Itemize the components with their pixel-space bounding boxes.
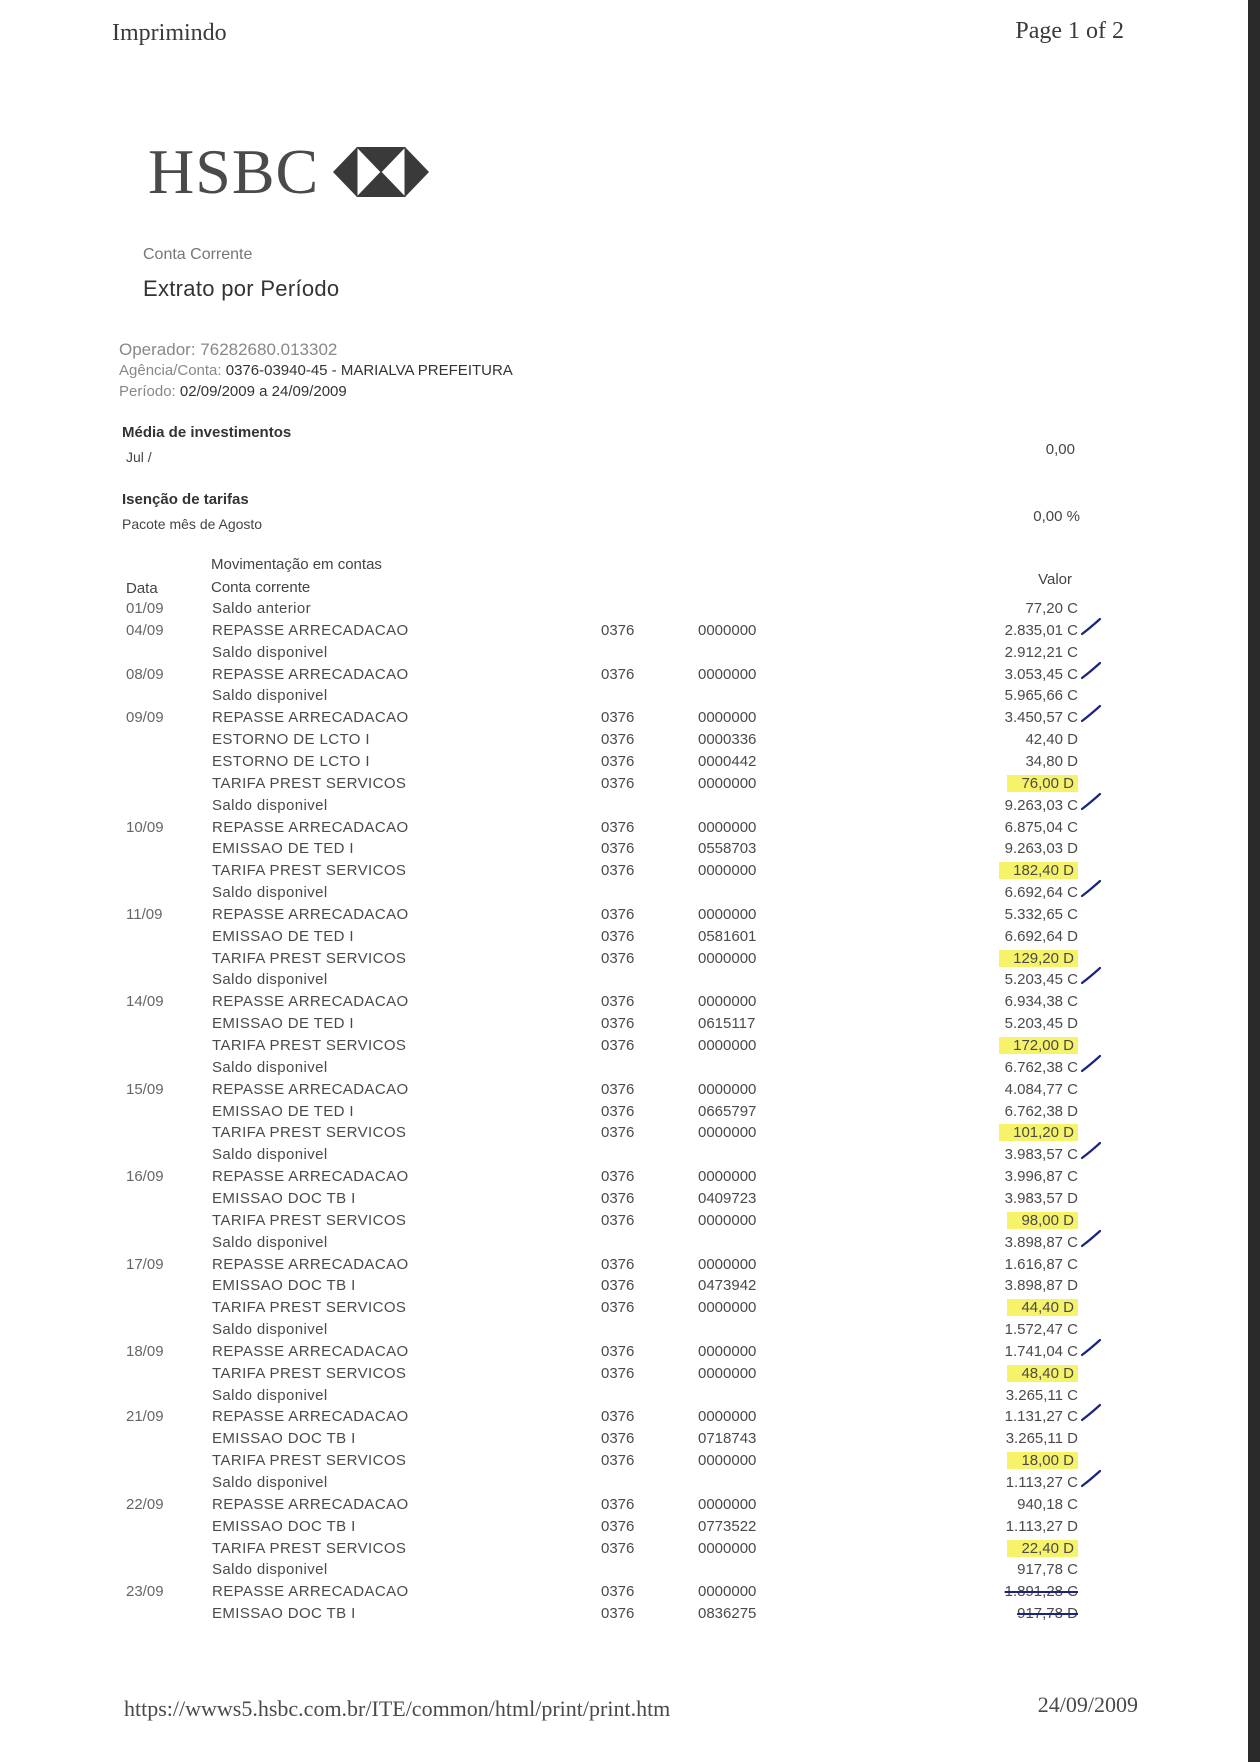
row-agency: 0376 — [601, 752, 635, 770]
checking-account-heading: Conta corrente — [211, 579, 311, 596]
table-row — [0, 1496, 1248, 1518]
row-document: 0000336 — [698, 731, 757, 749]
row-value: 5.965,66 C — [1004, 687, 1078, 705]
row-document: 0558703 — [698, 840, 757, 858]
logo-text: HSBC — [148, 136, 320, 207]
row-value: 77,20 C — [1025, 600, 1078, 617]
row-agency: 0376 — [601, 1605, 635, 1623]
row-agency: 0376 — [601, 731, 635, 749]
row-description: Saldo disponivel — [212, 1474, 328, 1491]
row-value: 5.332,65 C — [1004, 905, 1078, 923]
row-document: 0409723 — [698, 1189, 757, 1207]
table-row — [0, 1452, 1248, 1474]
row-document: 0000000 — [698, 818, 757, 836]
row-value: 6.692,64 D — [1004, 927, 1078, 945]
table-row — [0, 906, 1248, 928]
print-date: 24/09/2009 — [1037, 1692, 1138, 1717]
row-agency: 0376 — [601, 1124, 635, 1142]
row-date: 23/09 — [126, 1583, 164, 1601]
row-description: EMISSAO DOC TB I — [212, 1517, 356, 1535]
checkmark-tick-icon — [1080, 1140, 1102, 1162]
table-row — [0, 1103, 1248, 1125]
table-row — [0, 993, 1248, 1015]
row-date: 11/09 — [126, 905, 163, 923]
row-document: 0000000 — [698, 1364, 757, 1382]
investments-value: 0,00 — [1045, 441, 1075, 458]
table-row — [0, 600, 1248, 622]
row-value: 172,00 D — [999, 1037, 1078, 1054]
row-description: TARIFA PREST SERVICOS — [212, 1037, 407, 1054]
row-value: 6.875,04 C — [1004, 818, 1078, 836]
row-description: Saldo disponivel — [212, 1146, 328, 1164]
row-description: Saldo anterior — [212, 600, 311, 617]
row-document: 0000000 — [698, 993, 757, 1011]
row-document: 0581601 — [698, 927, 757, 945]
row-value: 6.692,64 C — [1004, 884, 1078, 902]
row-description: EMISSAO DE TED I — [212, 1102, 354, 1120]
row-agency: 0376 — [601, 774, 635, 792]
row-value: 3.450,57 C — [1004, 709, 1078, 727]
row-document: 0836275 — [698, 1605, 757, 1623]
row-agency: 0376 — [601, 1408, 635, 1426]
row-date: 22/09 — [126, 1495, 164, 1513]
row-date: 14/09 — [126, 993, 164, 1011]
row-description: Saldo disponivel — [212, 643, 328, 661]
operator-value: 76282680.013302 — [200, 340, 338, 359]
statement-title: Extrato por Período — [143, 276, 340, 301]
column-value-header: Valor — [1038, 571, 1072, 588]
row-agency: 0376 — [601, 1517, 635, 1535]
operator-label: Operador: — [119, 340, 196, 359]
row-description: Saldo disponivel — [212, 971, 328, 989]
row-date: 04/09 — [126, 621, 164, 639]
row-description: EMISSAO DE TED I — [212, 840, 354, 858]
row-value: 18,00 D — [1007, 1452, 1078, 1469]
row-description: REPASSE ARRECADACAO — [212, 1583, 409, 1601]
row-value: 6.762,38 C — [1004, 1058, 1078, 1076]
checkmark-tick-icon — [1080, 1228, 1102, 1250]
row-document: 0000000 — [698, 1452, 757, 1470]
table-row — [0, 1256, 1248, 1278]
period-label: Período: — [119, 383, 176, 400]
operator-line — [119, 340, 337, 360]
row-document: 0000000 — [698, 1583, 757, 1601]
row-date: 15/09 — [126, 1080, 164, 1098]
table-row — [0, 1430, 1248, 1452]
row-agency: 0376 — [601, 862, 635, 880]
row-agency: 0376 — [601, 993, 635, 1011]
fee-exemption-title: Isenção de tarifas — [122, 491, 249, 508]
table-row — [0, 1321, 1248, 1343]
row-date: 17/09 — [126, 1255, 164, 1273]
row-document: 0665797 — [698, 1102, 757, 1120]
row-agency: 0376 — [601, 1342, 635, 1360]
table-row — [0, 1059, 1248, 1081]
checkmark-tick-icon — [1080, 1402, 1102, 1424]
table-row — [0, 840, 1248, 862]
checkmark-tick-icon — [1080, 878, 1102, 900]
row-value: 940,18 C — [1017, 1495, 1078, 1513]
column-date-header: Data — [126, 580, 158, 597]
row-value: 3.983,57 D — [1004, 1189, 1078, 1207]
row-document: 0000000 — [698, 1495, 757, 1513]
investments-month: Jul / — [126, 449, 152, 465]
row-agency: 0376 — [601, 840, 635, 858]
row-document: 0000000 — [698, 1168, 757, 1186]
hsbc-logo — [148, 136, 429, 207]
row-value: 34,80 D — [1025, 752, 1078, 770]
table-row — [0, 1234, 1248, 1256]
row-agency: 0376 — [601, 1189, 635, 1207]
row-description: TARIFA PREST SERVICOS — [212, 1211, 407, 1229]
table-row — [0, 709, 1248, 731]
table-row — [0, 731, 1248, 753]
table-row — [0, 1365, 1248, 1387]
row-value: 1.616,87 C — [1004, 1255, 1078, 1273]
row-description: EMISSAO DOC TB I — [212, 1605, 356, 1623]
table-row — [0, 1015, 1248, 1037]
row-value: 5.203,45 D — [1004, 1015, 1078, 1033]
row-date: 09/09 — [126, 709, 164, 727]
row-value: 2.835,01 C — [1004, 621, 1078, 639]
row-agency: 0376 — [601, 1452, 635, 1470]
row-description: ESTORNO DE LCTO I — [212, 731, 370, 749]
row-value: 3.053,45 C — [1004, 665, 1078, 683]
table-row — [0, 1146, 1248, 1168]
table-row — [0, 862, 1248, 884]
row-date: 01/09 — [126, 600, 164, 617]
checkmark-tick-icon — [1080, 791, 1102, 813]
row-document: 0000000 — [698, 774, 757, 792]
row-value: 917,78 C — [1017, 1561, 1078, 1579]
row-description: EMISSAO DE TED I — [212, 927, 354, 945]
row-value: 101,20 D — [999, 1124, 1078, 1141]
table-row — [0, 644, 1248, 666]
row-value: 6.934,38 C — [1004, 993, 1078, 1011]
table-row — [0, 1277, 1248, 1299]
row-agency: 0376 — [601, 621, 635, 639]
checkmark-tick-icon — [1080, 616, 1102, 638]
row-agency: 0376 — [601, 709, 635, 727]
row-agency: 0376 — [601, 1299, 635, 1317]
row-agency: 0376 — [601, 1430, 635, 1448]
row-description: REPASSE ARRECADACAO — [212, 1408, 409, 1426]
row-description: TARIFA PREST SERVICOS — [212, 862, 407, 880]
fee-exemption-sub: Pacote mês de Agosto — [122, 516, 263, 532]
row-value: 1.891,28 C — [1004, 1583, 1078, 1601]
table-row — [0, 1212, 1248, 1234]
row-value: 9.263,03 C — [1004, 796, 1078, 814]
row-value: 1.113,27 C — [1005, 1474, 1078, 1491]
row-description: REPASSE ARRECADACAO — [212, 993, 409, 1011]
row-value: 6.762,38 D — [1004, 1102, 1078, 1120]
row-value: 1.572,47 C — [1004, 1321, 1078, 1339]
table-row — [0, 1168, 1248, 1190]
period-value: 02/09/2009 a 24/09/2009 — [179, 383, 347, 400]
row-value: 917,78 D — [1017, 1605, 1078, 1623]
account-type: Conta Corrente — [143, 246, 253, 263]
row-agency: 0376 — [601, 1583, 635, 1601]
table-row — [0, 797, 1248, 819]
row-date: 08/09 — [126, 665, 164, 683]
table-row — [0, 1518, 1248, 1540]
row-document: 0000000 — [698, 1342, 757, 1360]
table-row — [0, 1474, 1248, 1496]
row-value: 76,00 D — [1007, 775, 1078, 792]
table-row — [0, 1561, 1248, 1583]
row-agency: 0376 — [601, 1495, 635, 1513]
row-value: 3.898,87 C — [1004, 1233, 1078, 1251]
row-description: REPASSE ARRECADACAO — [212, 1255, 409, 1273]
checkmark-tick-icon — [1080, 965, 1102, 987]
checkmark-tick-icon — [1080, 1468, 1102, 1490]
row-description: TARIFA PREST SERVICOS — [212, 1452, 407, 1470]
fee-exemption-value: 0,00 % — [1033, 508, 1080, 525]
checkmark-tick-icon — [1080, 703, 1102, 725]
row-document: 0000000 — [698, 1408, 757, 1426]
row-description: EMISSAO DOC TB I — [212, 1430, 356, 1448]
row-document: 0000000 — [698, 949, 757, 967]
row-description: Saldo disponivel — [212, 796, 328, 814]
row-description: REPASSE ARRECADACAO — [212, 621, 409, 639]
investments-title: Média de investimentos — [122, 424, 292, 441]
row-value: 5.203,45 C — [1004, 971, 1078, 989]
row-date: 10/09 — [126, 818, 164, 836]
row-agency: 0376 — [601, 905, 635, 923]
row-document: 0000000 — [698, 862, 757, 880]
row-agency: 0376 — [601, 1037, 635, 1054]
row-description: TARIFA PREST SERVICOS — [212, 774, 407, 792]
row-date: 18/09 — [126, 1342, 164, 1360]
checkmark-tick-icon — [1080, 660, 1102, 682]
row-document: 0000000 — [698, 905, 757, 923]
table-row — [0, 687, 1248, 709]
table-row — [0, 884, 1248, 906]
checkmark-tick-icon — [1080, 1337, 1102, 1359]
row-agency: 0376 — [601, 1080, 635, 1098]
row-description: Saldo disponivel — [212, 884, 328, 902]
row-description: REPASSE ARRECADACAO — [212, 1168, 409, 1186]
row-value: 3.265,11 D — [1005, 1430, 1078, 1448]
row-document: 0473942 — [698, 1277, 757, 1295]
row-description: REPASSE ARRECADACAO — [212, 1342, 409, 1360]
movements-heading: Movimentação em contas — [211, 556, 382, 573]
row-document: 0000000 — [698, 1539, 757, 1557]
row-document: 0000000 — [698, 1124, 757, 1142]
row-document: 0000000 — [698, 1299, 757, 1317]
row-agency: 0376 — [601, 1168, 635, 1186]
table-row — [0, 1190, 1248, 1212]
table-row — [0, 1081, 1248, 1103]
row-agency: 0376 — [601, 927, 635, 945]
row-description: REPASSE ARRECADACAO — [212, 665, 409, 683]
table-row — [0, 819, 1248, 841]
row-value: 3.983,57 C — [1004, 1146, 1078, 1164]
table-row — [0, 775, 1248, 797]
row-value: 98,00 D — [1007, 1212, 1078, 1229]
account-value: 0376-03940-45 - MARIALVA PREFEITURA — [225, 362, 513, 379]
row-value: 44,40 D — [1007, 1299, 1078, 1316]
row-description: Saldo disponivel — [212, 1233, 328, 1251]
row-document: 0000000 — [698, 1255, 757, 1273]
row-document: 0000442 — [698, 752, 757, 770]
row-document: 0615117 — [698, 1015, 756, 1033]
row-description: REPASSE ARRECADACAO — [212, 1080, 409, 1098]
row-description: Saldo disponivel — [212, 1321, 328, 1339]
row-description: EMISSAO DE TED I — [212, 1015, 354, 1033]
table-row — [0, 1343, 1248, 1365]
row-description: EMISSAO DOC TB I — [212, 1189, 356, 1207]
period-line — [119, 383, 347, 400]
table-row — [0, 928, 1248, 950]
table-row — [0, 1605, 1248, 1627]
row-description: EMISSAO DOC TB I — [212, 1277, 356, 1295]
row-value: 48,40 D — [1007, 1365, 1078, 1382]
row-value: 1.741,04 C — [1004, 1342, 1078, 1360]
row-description: Saldo disponivel — [212, 1386, 328, 1404]
table-row — [0, 666, 1248, 688]
row-description: ESTORNO DE LCTO I — [212, 752, 370, 770]
row-document: 0000000 — [698, 621, 757, 639]
row-description: TARIFA PREST SERVICOS — [212, 1364, 407, 1382]
table-row — [0, 1583, 1248, 1605]
row-value: 3.898,87 D — [1004, 1277, 1078, 1295]
print-header-left: Imprimindo — [112, 20, 227, 46]
row-description: REPASSE ARRECADACAO — [212, 818, 409, 836]
row-date: 21/09 — [126, 1408, 164, 1426]
row-description: TARIFA PREST SERVICOS — [212, 1299, 407, 1317]
row-document: 0773522 — [698, 1517, 757, 1535]
row-agency: 0376 — [601, 1539, 635, 1557]
table-row — [0, 1387, 1248, 1409]
account-label: Agência/Conta: — [119, 362, 222, 379]
row-agency: 0376 — [601, 665, 635, 683]
row-agency: 0376 — [601, 1102, 635, 1120]
row-document: 0000000 — [698, 1211, 757, 1229]
row-document: 0000000 — [698, 1037, 757, 1054]
table-row — [0, 950, 1248, 972]
row-document: 0718743 — [698, 1430, 757, 1448]
checkmark-tick-icon — [1080, 1053, 1102, 1075]
row-value: 3.996,87 C — [1004, 1168, 1078, 1186]
row-description: Saldo disponivel — [212, 687, 328, 705]
row-description: TARIFA PREST SERVICOS — [212, 949, 407, 967]
row-description: REPASSE ARRECADACAO — [212, 905, 409, 923]
row-document: 0000000 — [698, 665, 757, 683]
row-description: REPASSE ARRECADACAO — [212, 1495, 409, 1513]
row-agency: 0376 — [601, 1277, 635, 1295]
row-description: TARIFA PREST SERVICOS — [212, 1124, 407, 1142]
table-row — [0, 1540, 1248, 1562]
row-agency: 0376 — [601, 1255, 635, 1273]
row-agency: 0376 — [601, 818, 635, 836]
table-row — [0, 753, 1248, 775]
row-agency: 0376 — [601, 1015, 635, 1033]
table-row — [0, 1124, 1248, 1146]
row-document: 0000000 — [698, 1080, 757, 1098]
row-agency: 0376 — [601, 949, 635, 967]
table-row — [0, 971, 1248, 993]
row-description: Saldo disponivel — [212, 1561, 328, 1579]
row-value: 9.263,03 D — [1004, 840, 1078, 858]
table-row — [0, 1299, 1248, 1321]
print-url: https://wwws5.hsbc.com.br/ITE/common/html/print/print.htm — [124, 1696, 671, 1721]
row-document: 0000000 — [698, 709, 757, 727]
row-value: 2.912,21 C — [1004, 643, 1078, 661]
row-value: 1.131,27 C — [1004, 1408, 1078, 1426]
table-row — [0, 1408, 1248, 1430]
page-number: Page 1 of 2 — [1015, 18, 1124, 44]
row-value: 129,20 D — [999, 950, 1078, 967]
table-row — [0, 1037, 1248, 1059]
row-description: TARIFA PREST SERVICOS — [212, 1539, 407, 1557]
row-description: Saldo disponivel — [212, 1058, 328, 1076]
row-value: 3.265,11 C — [1005, 1386, 1078, 1404]
account-line — [119, 362, 513, 379]
row-agency: 0376 — [601, 1211, 635, 1229]
row-description: REPASSE ARRECADACAO — [212, 709, 409, 727]
row-value: 22,40 D — [1007, 1540, 1078, 1557]
row-value: 42,40 D — [1025, 731, 1078, 749]
table-row — [0, 622, 1248, 644]
row-value: 182,40 D — [999, 862, 1078, 879]
row-agency: 0376 — [601, 1364, 635, 1382]
row-value: 4.084,77 C — [1004, 1080, 1078, 1098]
row-date: 16/09 — [126, 1168, 164, 1186]
hexagon-logo-icon — [333, 147, 429, 197]
row-value: 1.113,27 D — [1005, 1517, 1078, 1535]
